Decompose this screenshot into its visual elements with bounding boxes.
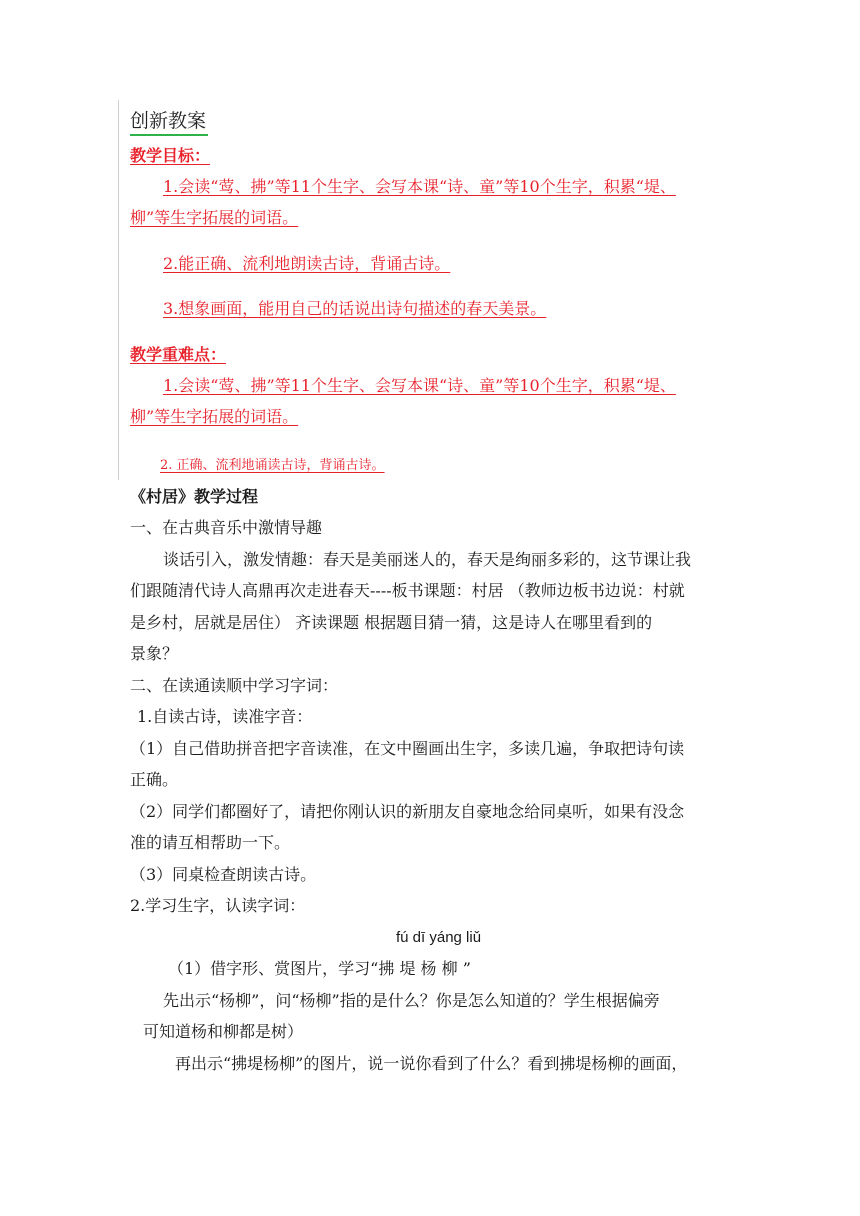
goal-line: 柳”等生字拓展的词语。 [130,208,299,227]
paragraph-line: 可知道杨和柳都是树） [143,1022,304,1041]
paragraph-line: （1）自己借助拼音把字音读准，在文中圈画出生字，多读几遍，争取把诗句读 [130,739,685,758]
step-heading: 1.自读古诗，读准字音： [137,707,313,726]
pinyin-line: fú dī yánɡ liǔ [396,929,482,946]
key-line: 2. 正确、流利地诵读古诗，背诵古诗。 [160,458,385,473]
paragraph-line: 准的请互相帮助一下。 [130,833,291,852]
section-heading: 一、在古典音乐中激情导趣 [130,518,323,537]
paragraph-line: 先出示“杨柳”，问“杨柳”指的是什么？你是怎么知道的？学生根据偏旁 [163,991,660,1010]
key-line: 柳”等生字拓展的词语。 [130,407,299,426]
doc-title: 创新教案 [130,111,207,132]
paragraph-line: 们跟随清代诗人高鼎再次走进春天----板书课题：村居 （教师边板书边说：村就 [130,581,685,600]
key-line: 1.会读“莺、拂”等11个生字、会写本课“诗、童”等10个生字，积累“堤、 [163,376,676,395]
key-heading: 教学重难点： [130,345,227,364]
margin-marker [118,100,119,480]
goal-line: 1.会读“莺、拂”等11个生字、会写本课“诗、童”等10个生字，积累“堤、 [163,177,676,196]
paragraph-line: （3）同桌检查朗读古诗。 [130,865,317,884]
process-title: 《村居》教学过程 [130,487,259,506]
paragraph-line: 是乡村，居就是居住） 齐读课题 根据题目猜一猜，这是诗人在哪里看到的 [130,613,653,632]
step-heading: 2.学习生字，认读字词： [130,896,306,915]
goal-line: 2.能正确、流利地朗读古诗，背诵古诗。 [163,254,451,273]
paragraph-line: 谈话引入，激发情趣：春天是美丽迷人的，春天是绚丽多彩的，这节课让我 [163,550,692,569]
title-underline [130,134,208,136]
paragraph-line: （1）借字形、赏图片，学习“拂 堤 杨 柳 ” [168,959,471,978]
section-heading: 二、在读通读顺中学习字词： [130,676,339,695]
goal-line: 3.想象画面，能用自己的话说出诗句描述的春天美景。 [163,299,547,318]
goals-heading: 教学目标： [130,146,211,165]
paragraph-line: 景象？ [130,644,179,663]
paragraph-line: （2）同学们都圈好了，请把你刚认识的新朋友自豪地念给同桌听，如果有没念 [130,802,685,821]
paragraph-line: 正确。 [130,770,179,789]
paragraph-line: 再出示“拂堤杨柳”的图片，说一说你看到了什么？看到拂堤杨柳的画面， [175,1054,688,1073]
